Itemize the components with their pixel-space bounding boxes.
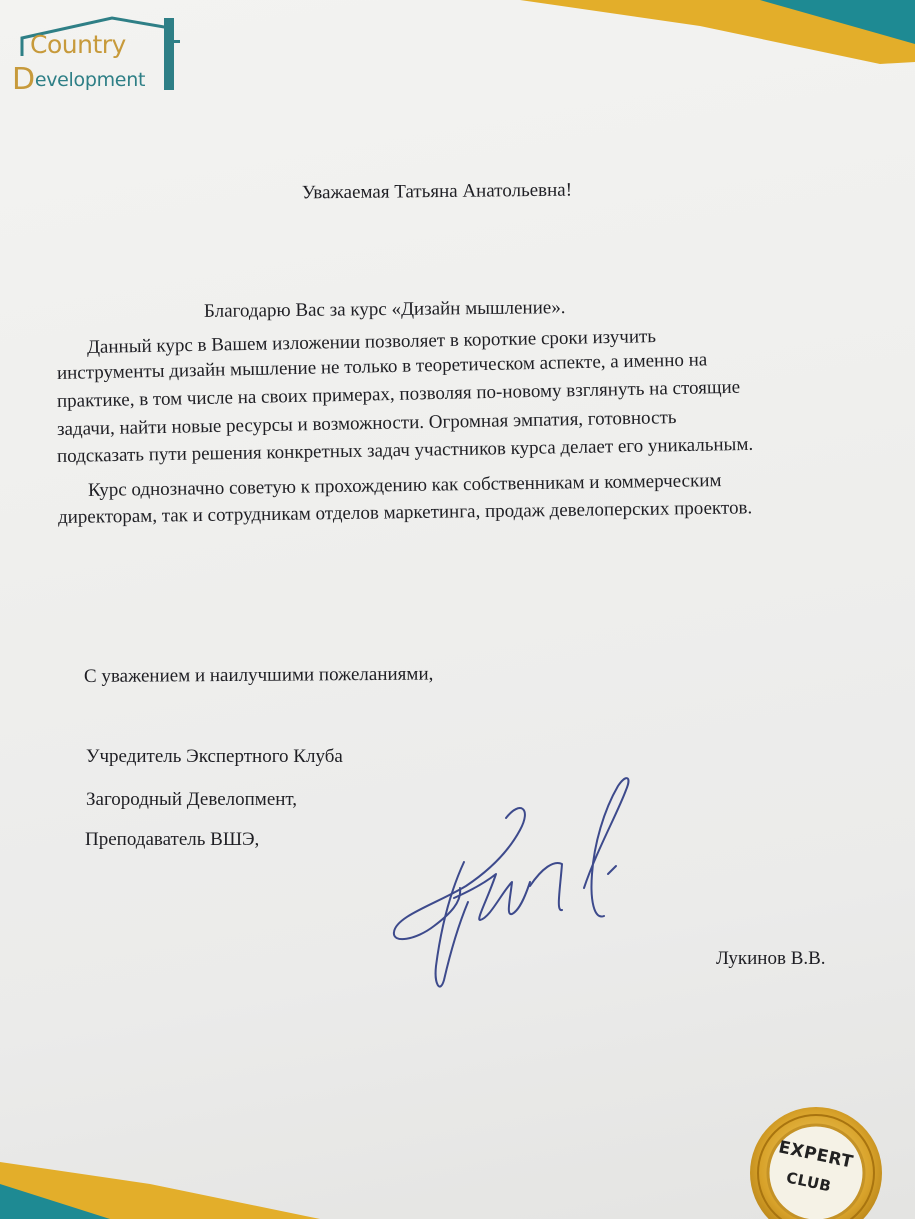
paragraph-1-line-1: Данный курс в Вашем изложении позволяет в короткие сроки изучить [86,326,657,358]
seal-text-club: CLUB [784,1168,834,1196]
greeting: Уважаемая Татьяна Анатольевна! [301,179,573,204]
seal-text-expert: EXPERT [776,1137,855,1173]
logo-word-development: Development [12,62,146,97]
handwritten-signature [380,770,640,1010]
position-line-3: Преподаватель ВШЭ, [85,829,260,850]
expert-club-seal [742,1093,882,1219]
position-line-1: Учредитель Экспертного Клуба [86,746,343,767]
paragraph-2-line-1: Курс однозначно советую к прохождению как собственникам и коммерческим [87,470,722,501]
logo-word-country: Country [30,30,126,59]
paragraph-1-line-4: задачи, найти новые ресурсы и возможности. Огромная эмпатия, готовность [56,407,677,440]
thanks-line: Благодарю Вас за курс «Дизайн мышление». [203,297,566,322]
paragraph-1-line-5: подсказать пути решения конкретных задач участников курса делает его уникальным. [56,433,754,467]
position-line-2: Загородный Девелопмент, [86,789,298,810]
paragraph-1-line-2: инструменты дизайн мышление не только в теоретическом аспекте, а именно на [56,349,708,384]
closing-line: С уважением и наилучшими пожеланиями, [83,663,434,687]
paragraph-2-line-2: директорам, так и сотрудникам отделов маркетинга, продаж девелоперских проектов. [57,497,753,528]
signer-name: Лукинов В.В. [716,948,826,969]
paragraph-1-line-3: практике, в том числе на своих примерах, позволяя по-новому взглянуть на стоящие [56,376,741,412]
